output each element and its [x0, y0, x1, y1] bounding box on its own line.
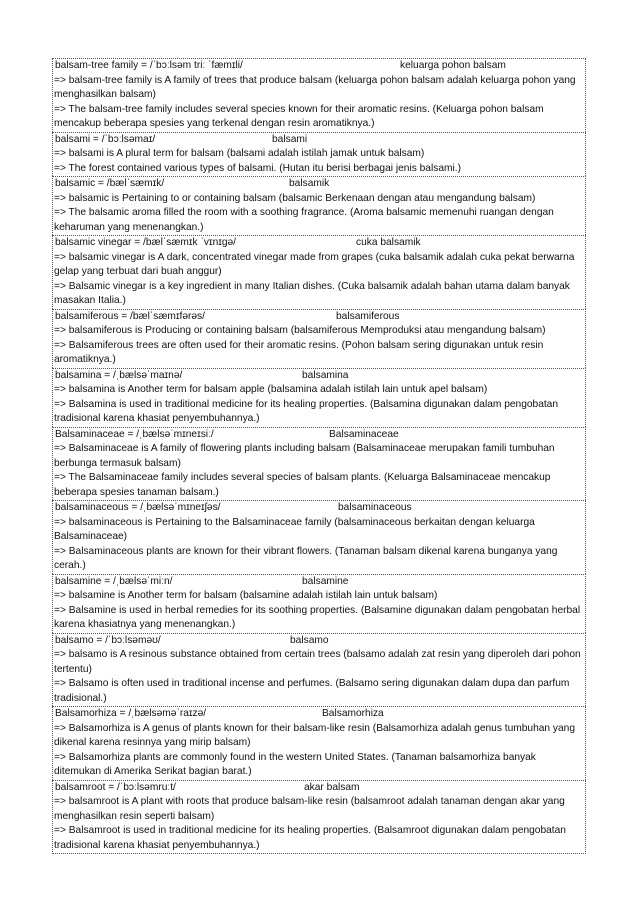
entry-heading — [54, 177, 584, 192]
entry-term: Balsamorhiza = /ˌbælsəməˈraɪzə/ — [55, 708, 207, 719]
entry-heading — [54, 707, 584, 722]
entry-term: balsamiferous = /bælˈsæmɪfərəs/ — [55, 310, 205, 322]
entry-heading — [54, 501, 584, 516]
entry-definition: => balsamine is Another term for balsam (balsamine adalah istilah lain untuk balsam) — [54, 590, 438, 601]
dictionary-entry — [52, 235, 586, 309]
entry-translation: cuka balsamik — [356, 237, 421, 248]
entry-translation: balsamine — [302, 575, 349, 587]
entry-translation: Balsamorhiza — [322, 708, 384, 719]
entry-term: balsami = /ˈbɔːlsəmaɪ/ — [55, 133, 156, 145]
entry-translation: balsaminaceous — [338, 502, 412, 513]
entry-term: balsaminaceous = /ˌbælsəˈmɪneɪʃəs/ — [55, 502, 221, 513]
entry-example: => Balsaminaceous plants are known for their vibrant flowers. (Tanaman balsam dikenal karena bunganya yang cerah.) — [54, 545, 558, 571]
entry-example: => The balsam-tree family includes several species known for their aromatic resins. (Keluarga pohon balsam mencakup beberapa spesies yang terkenal dengan resin aromatiknya.) — [54, 103, 544, 129]
entry-translation: balsamo — [290, 634, 329, 646]
entry-heading — [54, 59, 584, 74]
entry-translation: balsami — [272, 133, 308, 145]
entry-heading — [54, 634, 584, 649]
dictionary-entry — [52, 780, 586, 855]
entry-definition: => balsamic is Pertaining to or containing balsam (balsamic Berkenaan dengan atau mengandung balsam) — [54, 192, 536, 204]
entry-translation: akar balsam — [304, 781, 360, 793]
entry-example: => Balsamina is used in traditional medicine for its healing properties. (Balsamina digunakan dalam pengobatan tradisional karena khasiat penyembuhannya.) — [54, 398, 559, 424]
entry-definition: => Balsamorhiza is A genus of plants known for their balsam-like resin (Balsamorhiza adalah genus tumbuhan yang dikenal karena resinnya yang mirip balsam) — [54, 722, 575, 748]
entry-definition: => balsam-tree family is A family of trees that produce balsam (keluarga pohon balsam adalah keluarga pohon yang menghasilkan balsam) — [54, 74, 576, 100]
entry-translation: keluarga pohon balsam — [400, 60, 506, 71]
entry-heading — [54, 133, 584, 148]
dictionary-entry — [52, 427, 586, 501]
entry-definition: => balsamo is A resinous substance obtained from certain trees (balsamo adalah zat resin yang diperoleh dari pohon tertentu) — [54, 649, 581, 675]
entry-definition: => balsamroot is A plant with roots that produce balsam-like resin (balsamroot adalah tanaman dengan akar yang menghasilkan resin seperti balsam) — [54, 796, 565, 822]
entry-example: => Balsamine is used in herbal remedies for its soothing properties. (Balsamine digunakan dalam pengobatan herbal karena khasiatnya yang menenangkan.) — [54, 604, 581, 630]
dictionary-entry — [52, 500, 586, 574]
entry-definition: => balsami is A plural term for balsam (balsami adalah istilah jamak untuk balsam) — [54, 148, 425, 159]
entry-definition: => balsaminaceous is Pertaining to the Balsaminaceae family (balsaminaceous berkaitan dengan keluarga Balsaminaceae) — [54, 516, 535, 542]
entry-heading — [54, 575, 584, 590]
entry-heading — [54, 428, 584, 443]
entry-example: => The forest contained various types of balsami. (Hutan itu berisi berbagai jenis balsami.) — [54, 162, 461, 174]
entry-definition: => balsamic vinegar is A dark, concentrated vinegar made from grapes (cuka balsamik adalah cuka pekat berwarna gelap yang terbuat dari buah anggur) — [54, 251, 575, 277]
dictionary-entry — [52, 309, 586, 368]
entry-heading — [54, 236, 584, 251]
entry-example: => The Balsaminaceae family includes several species of balsam plants. (Keluarga Balsaminaceae mencakup beberapa spesies tanaman balsam.) — [54, 472, 551, 498]
entry-term: Balsaminaceae = /ˌbælsəˈmɪneɪsiː/ — [55, 428, 214, 440]
entry-definition: => balsamina is Another term for balsam apple (balsamina adalah istilah lain untuk apel balsam) — [54, 384, 488, 395]
entry-heading — [54, 310, 584, 325]
dictionary-entry — [52, 574, 586, 633]
entry-translation: balsamiferous — [336, 310, 400, 322]
entry-example: => The balsamic aroma filled the room with a soothing fragrance. (Aroma balsamic memenuhi ruangan dengan keharuman yang menenangkan.) — [54, 207, 554, 233]
dictionary-entry — [52, 633, 586, 707]
entry-example: => Balsamroot is used in traditional medicine for its healing properties. (Balsamroot digunakan dalam pengobatan tradisional karena khasiat penyembuhannya.) — [54, 825, 566, 851]
dictionary-page — [52, 58, 586, 854]
entry-heading — [54, 369, 584, 384]
entry-heading — [54, 781, 584, 796]
entry-term: balsamroot = /ˈbɔːlsəmruːt/ — [55, 781, 176, 793]
entry-term: balsamic vinegar = /bælˈsæmɪk ˈvɪnɪgə/ — [55, 237, 237, 248]
dictionary-entry — [52, 132, 586, 177]
entry-term: balsamina = /ˌbælsəˈmaɪnə/ — [55, 369, 183, 381]
entry-translation: balsamik — [289, 178, 330, 189]
entry-definition: => Balsaminaceae is A family of flowering plants including balsam (Balsaminaceae merupakan famili tumbuhan berbunga termasuk balsam) — [54, 443, 555, 469]
entry-translation: Balsaminaceae — [329, 428, 399, 440]
dictionary-entry — [52, 58, 586, 132]
dictionary-entry — [52, 368, 586, 427]
entry-translation: balsamina — [302, 369, 349, 381]
entry-definition: => balsamiferous is Producing or containing balsam (balsamiferous Memproduksi atau mengandung balsam) — [54, 325, 546, 336]
entry-example: => Balsamiferous trees are often used for their aromatic resins. (Pohon balsam sering digunakan untuk resin aromatiknya.) — [54, 339, 544, 365]
entry-term: balsamic = /bælˈsæmɪk/ — [55, 178, 165, 189]
entry-term: balsam-tree family = /ˈbɔːlsəm triː ˈfæmɪli/ — [55, 60, 243, 71]
entry-term: balsamine = /ˌbælsəˈmiːn/ — [55, 575, 173, 587]
dictionary-entry — [52, 706, 586, 780]
entry-example: => Balsamic vinegar is a key ingredient in many Italian dishes. (Cuka balsamik adalah bahan utama dalam banyak masakan Italia.) — [54, 280, 570, 306]
dictionary-entry — [52, 176, 586, 235]
entry-term: balsamo = /ˈbɔːlsəməʊ/ — [55, 634, 161, 646]
entry-example: => Balsamorhiza plants are commonly found in the western United States. (Tanaman balsamorhiza banyak ditemukan di Amerika Serikat bagian barat.) — [54, 751, 536, 777]
entry-example: => Balsamo is often used in traditional incense and perfumes. (Balsamo sering digunakan dalam dupa dan parfum tradisional.) — [54, 678, 570, 704]
